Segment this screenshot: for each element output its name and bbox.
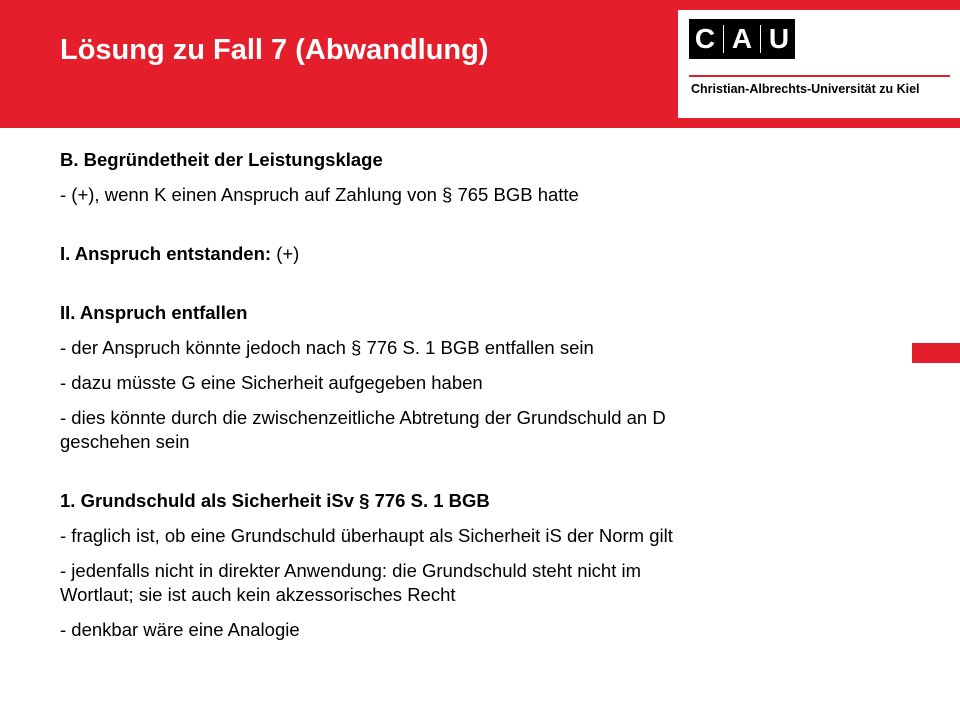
bullet-line: - fraglich ist, ob eine Grundschuld überhaupt als Sicherheit iS der Norm gilt (60, 525, 673, 546)
bullet-line: - dies könnte durch die zwischenzeitliche Abtretung der Grundschuld an D (60, 407, 666, 428)
logo-divider (689, 75, 950, 77)
bullet-line: - dazu müsste G eine Sicherheit aufgegeben haben (60, 372, 483, 393)
section-1-heading: I. Anspruch entstanden: (60, 243, 272, 264)
logo-letter-u: U (763, 19, 795, 59)
logo-separator (758, 19, 763, 59)
bullet-line: - (+), wenn K einen Anspruch auf Zahlung von § 765 BGB hatte (60, 184, 579, 205)
logo-university-name: Christian-Albrechts-Universität zu Kiel (691, 82, 920, 96)
side-accent-tab (912, 343, 960, 363)
section-1-result: (+) (271, 243, 300, 264)
section-3-heading: 1. Grundschuld als Sicherheit iSv § 776 S. 1 BGB (60, 490, 490, 511)
bullet-line: - jedenfalls nicht in direkter Anwendung: die Grundschuld steht nicht im (60, 560, 642, 581)
bullet-line-continuation: geschehen sein (60, 431, 190, 452)
bullet-line: - denkbar wäre eine Analogie (60, 619, 300, 640)
slide-body (60, 148, 880, 642)
university-logo (678, 10, 960, 118)
section-2-heading: II. Anspruch entfallen (60, 302, 248, 323)
logo-letter-c: C (689, 19, 721, 59)
logo-letter-a: A (726, 19, 758, 59)
section-1-line (60, 242, 880, 266)
logo-wordmark (689, 19, 795, 59)
bullet-line-continuation: Wortlaut; sie ist auch kein akzessorisches Recht (60, 584, 456, 605)
bullet-line: - der Anspruch könnte jedoch nach § 776 S. 1 BGB entfallen sein (60, 337, 594, 358)
section-b-heading: B. Begründetheit der Leistungsklage (60, 149, 383, 170)
logo-separator (721, 19, 726, 59)
slide-title: Lösung zu Fall 7 (Abwandlung) (60, 34, 489, 66)
